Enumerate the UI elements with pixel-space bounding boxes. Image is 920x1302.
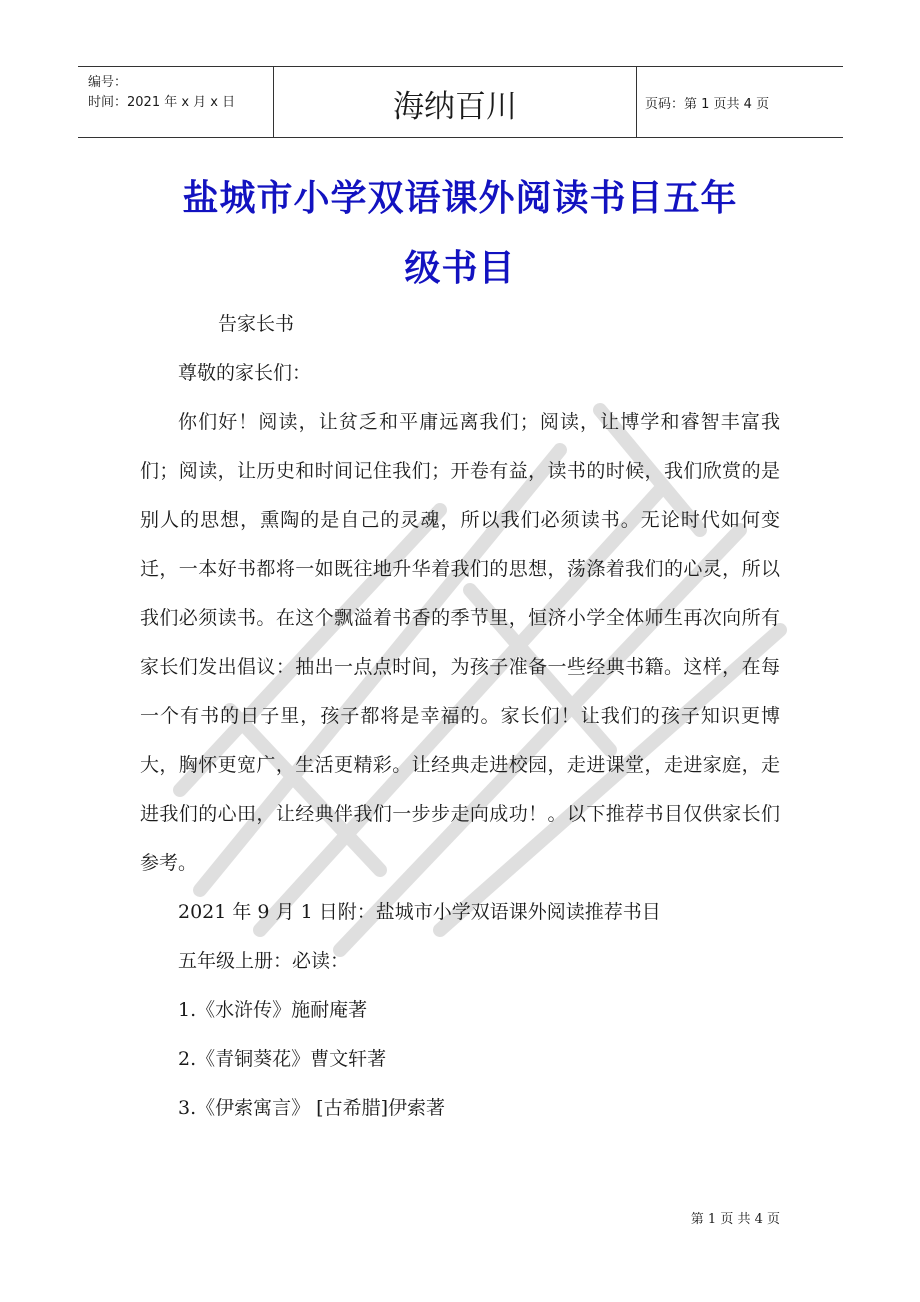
document-title-line2: 级书目	[404, 247, 516, 289]
grade-line: 五年级上册：必读：	[178, 950, 350, 972]
page-footer: 第 1 页 共 4 页	[690, 1212, 780, 1227]
letter-salutation: 尊敬的家长们：	[178, 362, 312, 384]
header-page: 页码：第 1 页共 4 页	[645, 97, 770, 112]
letter-date-line: 2021 年 9 月 1 日附：盐城市小学双语课外阅读推荐书目	[178, 901, 661, 923]
header-time: 时间：2021 年 x 月 x 日	[88, 95, 236, 110]
letter-paragraph: 你们好！阅读，让贫乏和平庸远离我们；阅读，让博学和睿智丰富我们；阅读，让历史和时间记住我们；开卷有益，读书的时候，我们欣赏的是别人的思想，熏陶的是自己的灵魂，所以我们必须读书。无论时代如何变迁，一本好书都将一如既往地升华着我们的思想，荡涤着我们的心灵，所以我们必须读书。在这个飘溢着书香的季节里，恒济小学全体师生再次向所有家长们发出倡议：抽出一点点时间，为孩子准备一些经典书籍。这样，在每一个有书的日子里，孩子都将是幸福的。家长们！让我们的孩子知识更博大，胸怀更宽广，生活更精彩。让经典走进校园，走进课堂，走进家庭，走进我们的心田，让经典伴我们一步步走向成功！。以下推荐书目仅供家长们参考。	[140, 411, 780, 874]
document-title-line1: 盐城市小学双语课外阅读书目五年	[182, 177, 738, 219]
book-item: 3.《伊索寓言》 [古希腊]伊索著	[178, 1097, 445, 1119]
book-item: 2.《青铜葵花》曹文轩著	[178, 1048, 387, 1070]
header-number: 编号：	[88, 75, 128, 90]
letter-body	[140, 300, 780, 1133]
page-header	[78, 66, 843, 138]
letter-heading: 告家长书	[218, 313, 295, 335]
header-company: 海纳百川	[393, 89, 517, 125]
header-company-cell	[273, 67, 637, 137]
header-page-cell	[635, 67, 843, 137]
header-info-cell	[78, 67, 273, 137]
book-item: 1.《水浒传》施耐庵著	[178, 999, 368, 1021]
